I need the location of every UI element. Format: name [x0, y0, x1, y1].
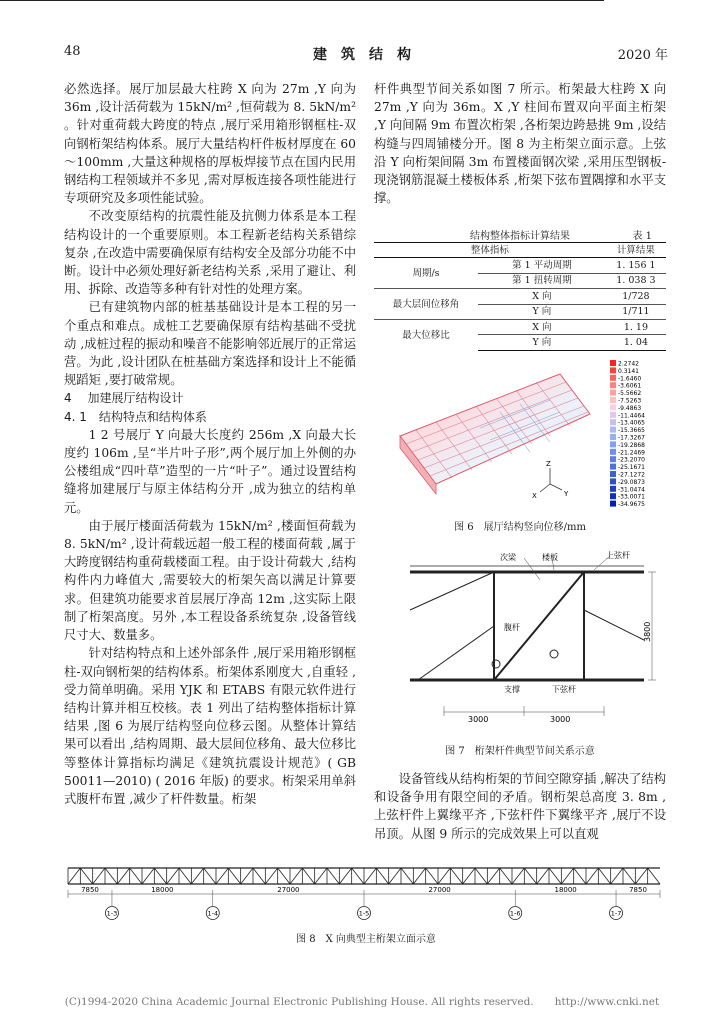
legend-label: -11.4464: [618, 412, 645, 420]
legend-swatch: [610, 404, 616, 410]
truss-diagonal: [648, 868, 660, 884]
table-cell: 最大位移比: [374, 319, 478, 350]
page-number: 48: [64, 44, 81, 59]
axis-label: 1-3: [106, 909, 118, 918]
truss-diagonal: [487, 868, 499, 884]
truss-diagonal: [389, 868, 401, 884]
table-cell: X 向: [478, 289, 606, 304]
truss-diagonal: [549, 868, 561, 884]
truss-diagonal: [130, 868, 142, 884]
legend-swatch: [610, 419, 616, 425]
truss-diagonal: [117, 868, 129, 884]
table-cell: 1. 04: [606, 335, 666, 350]
truss-diagonal: [253, 868, 265, 884]
issue-year: 2020 年: [617, 48, 668, 63]
truss-diagonal: [524, 868, 536, 884]
truss-diagonal: [574, 868, 586, 884]
dim-span-1: 3000: [468, 715, 489, 724]
truss-diagonal: [512, 868, 524, 884]
legend-swatch: [610, 412, 616, 418]
legend-swatch: [610, 427, 616, 433]
span-dimensions: [68, 886, 660, 898]
journal-title: 建 筑 结 构: [313, 47, 411, 63]
figure-8-elevation: [60, 854, 668, 926]
figure-6-caption: 图 6 展厅结构竖向位移/mm: [454, 522, 586, 533]
truss-diagonal: [204, 868, 216, 884]
truss-diagonal: [413, 868, 425, 884]
table-cell: 周期/s: [374, 258, 478, 289]
truss-diagonal: [179, 868, 191, 884]
axis-label: 1-6: [509, 909, 521, 918]
table-cell: 第 1 平动周期: [478, 258, 606, 273]
legend-swatch: [610, 397, 616, 403]
section-heading: 4 加建展厅结构设计: [64, 391, 184, 406]
table-cell: Y 向: [478, 304, 606, 319]
axis-x-label: X: [532, 492, 537, 500]
truss-diagonal: [327, 868, 339, 884]
legend-swatch: [610, 478, 616, 484]
figure-6-contour: [380, 356, 670, 512]
legend-label: -15.3665: [618, 427, 645, 435]
truss-diagonal: [561, 868, 573, 884]
right-column-top: [374, 80, 666, 207]
paragraph: 必然选择。展厅加层最大柱跨 X 向为 27m ,Y 向为 36m ,设计活荷载为 15kN/m² ,恒荷载为 8. 5kN/m² 。针对重荷载大跨度的特点 ,展厅采用箱形钢框柱-双向钢桁架结构体系。展厅大量结构杆件板材厚度在 60～100mm ,大量这种规格的厚板焊接节点在国内民用钢结构工程领域并不多见 ,需对厚板连接各项性能进行专项研究及多项性能试验。: [64, 82, 356, 206]
truss-diagonal: [438, 868, 450, 884]
truss-diagonal: [80, 868, 92, 884]
truss-diagonal: [537, 868, 549, 884]
axis-label: 1-4: [207, 909, 219, 918]
truss-diagonal: [635, 868, 647, 884]
truss-diagonal: [586, 868, 598, 884]
axis-y-label: Y: [564, 490, 569, 498]
legend-swatch: [610, 367, 616, 373]
axis-z-label: Z: [546, 460, 551, 468]
truss-diagonal: [500, 868, 512, 884]
table-cell: 1/728: [606, 289, 666, 304]
legend-swatch: [610, 449, 616, 455]
table-title: 结构整体指标计算结果: [470, 231, 570, 242]
label-support: 支撑: [504, 685, 520, 694]
truss-diagonal: [463, 868, 475, 884]
paragraph: 针对结构特点和上述外部条件 ,展厅采用箱形钢框柱-双向钢桁架的结构体系。桁架体系刚度大 ,自重轻 ,受力简单明确。采用 YJK 和 ETABS 有限元软件进行结构计算并相互校核。表 1 列出了结构整体指标计算结果 ,图 6 为展厅结构竖向位移云图。从整体计算结果可以看出 ,结构周期、最大层间位移角、最大位移比等整体计算指标均满足《建筑抗震设计规范》( GB 50011—2010) ( 2016 年版) 的要求。桁架采用单斜式腹杆布置 ,减少了杆件数量。桁架: [64, 646, 356, 806]
truss-diagonal: [623, 868, 635, 884]
legend-swatch: [610, 390, 616, 396]
truss-diagonal: [339, 868, 351, 884]
table-cell: 最大层间位移角: [374, 289, 478, 320]
color-legend: [610, 360, 645, 508]
table-cell: 1. 19: [606, 319, 666, 334]
truss-diagonal: [68, 868, 80, 884]
legend-swatch: [610, 441, 616, 447]
paragraph: 由于展厅楼面活荷载为 15kN/m² ,楼面恒荷载为 8. 5kN/m² ,设计荷载远超一般工程的楼面荷载 ,属于大跨度钢结构重荷载楼面工程。由于设计荷载大 ,结构构件内力峰值大 ,需要较大的桁架矢高以满足计算要求。但建筑功能要求首层展厅净高 12m ,这实际上限制了桁架高度。另外 ,本工程设备系统复杂 ,设备管线尺寸大、数量多。: [64, 518, 356, 643]
truss-diagonal: [278, 868, 290, 884]
span-label: 18000: [554, 886, 577, 894]
label-top-chord: 上弦杆: [606, 551, 630, 560]
truss-diagonal: [475, 868, 487, 884]
table-cell: 1. 156 1: [606, 258, 666, 273]
truss-diagonal: [265, 868, 277, 884]
copyright-footer: (C)1994-2020 China Academic Journal Electronic Publishing House. All rights reserved. http://www.cnki.net: [64, 996, 660, 1008]
legend-swatch: [610, 382, 616, 388]
legend-label: -17.3267: [618, 434, 645, 442]
truss-diagonal: [93, 868, 105, 884]
axis-label: 1-5: [358, 909, 370, 918]
structure-model: [400, 374, 590, 494]
legend-swatch: [610, 360, 616, 366]
right-column-bottom: [374, 770, 666, 843]
table-header-cell: 计算结果: [606, 243, 666, 258]
table-cell: 1. 038 3: [606, 273, 666, 288]
table-cell: 第 1 扭转周期: [478, 273, 606, 288]
legend-swatch: [610, 456, 616, 462]
legend-label: -23.2070: [618, 456, 645, 464]
table-row: [374, 319, 666, 334]
truss-diagonal: [376, 868, 388, 884]
label-bottom-chord: 下弦杆: [552, 685, 576, 694]
table-cell: 1/711: [606, 304, 666, 319]
truss-diagonal: [142, 868, 154, 884]
legend-label: -25.1671: [618, 464, 645, 472]
truss-web: [68, 868, 660, 884]
truss-diagonal: [450, 868, 462, 884]
label-web-member: 腹杆: [504, 623, 520, 632]
legend-label: -31.0474: [618, 486, 645, 494]
span-label: 7850: [629, 886, 647, 894]
legend-label: -29.0873: [618, 478, 645, 486]
legend-label: -27.1272: [618, 471, 645, 479]
header-rule: [0, 0, 604, 1]
table-header-row: [374, 243, 666, 258]
figure-7-truss-panel: [404, 550, 658, 734]
legend-swatch: [610, 464, 616, 470]
paragraph: 已有建筑物内部的桩基基础设计是本工程的另一个重点和难点。成桩工艺要确保原有结构基础不受扰动 ,成桩过程的振动和噪音不能影响邻近展厅的正常运营。为此 ,设计团队在桩基础方案选择和设计上不能循规蹈矩 ,要打破常规。: [64, 300, 356, 388]
paragraph: 不改变原结构的抗震性能及抗侧力体系是本工程结构设计的一个重要原则。本工程新老结构关系错综复杂 ,在改造中需要确保原有结构安全及部分功能不中断。设计中必须处理好新老结构关系 ,采用了避让、利用、拆除、改造等多种有针对性的处理方案。: [64, 209, 356, 297]
legend-label: -5.5662: [618, 390, 642, 398]
legend-label: -21.2469: [618, 449, 645, 457]
truss-diagonal: [105, 868, 117, 884]
table-number: 表 1: [632, 231, 652, 242]
legend-swatch: [610, 486, 616, 492]
legend-swatch: [610, 501, 616, 507]
left-column: [64, 80, 356, 808]
truss-diagonal: [302, 868, 314, 884]
legend-label: -34.9675: [618, 501, 645, 509]
legend-swatch: [610, 493, 616, 499]
truss-diagonal: [241, 868, 253, 884]
truss-diagonal: [216, 868, 228, 884]
legend-label: -13.4065: [618, 419, 645, 427]
legend-swatch: [610, 471, 616, 477]
truss-diagonal: [315, 868, 327, 884]
legend-label: -9.4863: [618, 404, 642, 412]
axis-triad: [532, 460, 569, 500]
truss-diagonal: [598, 868, 610, 884]
subsection-heading: 4. 1 结构特点和结构体系: [64, 409, 207, 424]
figure-7-caption: 图 7 桁架杆件典型节间关系示意: [445, 746, 595, 757]
table-header-cell: 整体指标: [374, 243, 606, 258]
legend-label: 2.2742: [618, 360, 639, 368]
legend-label: 0.3141: [618, 367, 639, 375]
truss-diagonal: [290, 868, 302, 884]
dim-span-2: 3000: [550, 715, 571, 724]
span-label: 18000: [151, 886, 174, 894]
table-row: [374, 258, 666, 273]
legend-label: -19.2868: [618, 441, 645, 449]
table-row: [374, 289, 666, 304]
axis-markers: [105, 898, 622, 920]
truss-diagonal: [154, 868, 166, 884]
span-label: 27000: [277, 886, 300, 894]
span-label: 27000: [428, 886, 451, 894]
truss-diagonal: [426, 868, 438, 884]
table-cell: Y 向: [478, 335, 606, 350]
truss-diagonal: [228, 868, 240, 884]
dim-height: 3800: [643, 621, 652, 642]
paragraph: 设备管线从结构桁架的节间空隙穿插 ,解决了结构和设备争用有限空间的矛盾。钢桁架总高度 3. 8m ,上弦杆件上翼缘平齐 ,下弦杆件下翼缘平齐 ,展厅不设吊顶。从图 9 所示的完成效果上可以直观: [374, 772, 666, 841]
truss-diagonal: [401, 868, 413, 884]
label-secondary-beam: 次梁: [500, 553, 516, 562]
figure-8-caption: 图 8 X 向典型主桁架立面示意: [296, 934, 436, 945]
span-label: 7850: [81, 886, 99, 894]
legend-label: -7.5263: [618, 397, 642, 405]
paragraph: 杆件典型节间关系如图 7 所示。桁架最大柱跨 X 向 27m ,Y 向为 36m。X ,Y 柱间布置双向平面主桁架 ,Y 向间隔 9m 布置次桁架 ,各桁架边跨悬挑 9m ,设结构缝与四周铺楼分开。图 8 为主桁架立面示意。上弦沿 Y 向桁架间隔 3m 布置楼面钢次梁 ,采用压型钢板-现浇钢筋混凝土楼板体系 ,桁架下弦布置隅撑和水平支撑。: [374, 82, 666, 206]
truss-diagonal: [191, 868, 203, 884]
axis-label: 1-7: [610, 909, 622, 918]
truss-diagonal: [167, 868, 179, 884]
legend-label: -1.6460: [618, 375, 642, 383]
truss-diagonal: [352, 868, 364, 884]
results-table: [374, 242, 666, 351]
table-cell: X 向: [478, 319, 606, 334]
legend-label: -33.0071: [618, 493, 645, 501]
truss-diagonal: [364, 868, 376, 884]
label-floor-slab: 楼板: [542, 553, 558, 562]
legend-swatch: [610, 375, 616, 381]
legend-swatch: [610, 434, 616, 440]
paragraph: 1 2 号展厅 Y 向最大长度约 256m ,X 向最大长度约 106m ,呈“半片叶子形”,两个展厅加上外侧的办公楼组成“四叶草”造型的一片“叶子”。通过设置结构缝将加建展厅与原主体结构分开 ,成为独立的结构单元。: [64, 427, 356, 515]
legend-label: -3.6061: [618, 382, 642, 390]
truss-diagonal: [611, 868, 623, 884]
